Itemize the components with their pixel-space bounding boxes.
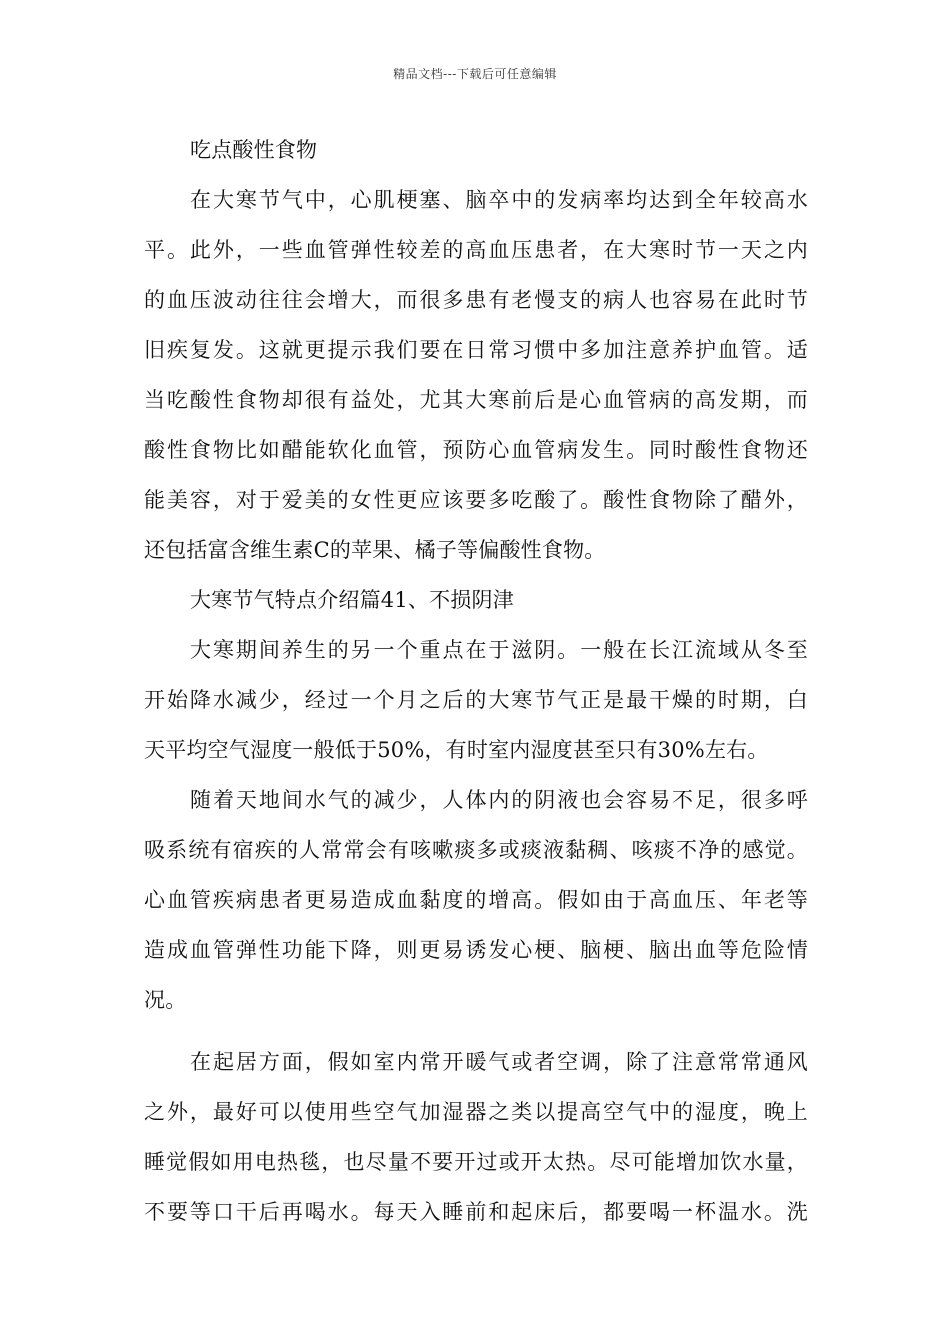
section-heading: 大寒节气特点介绍篇41、不损阴津 bbox=[190, 588, 514, 612]
document-body bbox=[144, 132, 808, 1244]
paragraph-line: 开始降水减少，经过一个月之后的大寒节气正是最干燥的时期，白 bbox=[144, 688, 808, 712]
paragraph-line: 当吃酸性食物却很有益处，尤其大寒前后是心血管病的高发期，而 bbox=[144, 388, 808, 412]
paragraph-gap bbox=[144, 1032, 808, 1044]
paragraph-line: 还包括富含维生素C的苹果、橘子等偏酸性食物。 bbox=[144, 538, 606, 562]
paragraph-line: 在大寒节气中，心肌梗塞、脑卒中的发病率均达到全年较高水 bbox=[190, 188, 808, 212]
paragraph-line: 随着天地间水气的减少，人体内的阴液也会容易不足，很多呼 bbox=[190, 788, 808, 812]
paragraph-line: 之外，最好可以使用些空气加湿器之类以提高空气中的湿度，晚上 bbox=[144, 1100, 808, 1124]
paragraph-line: 心血管疾病患者更易造成血黏度的增高。假如由于高血压、年老等 bbox=[144, 888, 808, 912]
paragraph-line: 平。此外，一些血管弹性较差的高血压患者，在大寒时节一天之内 bbox=[144, 238, 808, 262]
paragraph-line: 睡觉假如用电热毯，也尽量不要开过或开太热。尽可能增加饮水量， bbox=[144, 1150, 808, 1174]
paragraph-line: 大寒期间养生的另一个重点在于滋阴。一般在长江流域从冬至 bbox=[190, 638, 808, 662]
paragraph-line: 旧疾复发。这就更提示我们要在日常习惯中多加注意养护血管。适 bbox=[144, 338, 808, 362]
section-heading: 吃点酸性食物 bbox=[190, 138, 318, 162]
paragraph-line: 造成血管弹性功能下降，则更易诱发心梗、脑梗、脑出血等危险情 bbox=[144, 938, 808, 962]
paragraph-line: 酸性食物比如醋能软化血管，预防心血管病发生。同时酸性食物还 bbox=[144, 438, 808, 462]
page-header: 精品文档---下载后可任意编辑 bbox=[393, 67, 557, 81]
paragraph-line: 吸系统有宿疾的人常常会有咳嗽痰多或痰液黏稠、咳痰不净的感觉。 bbox=[144, 838, 808, 862]
paragraph-line: 天平均空气湿度一般低于50%，有时室内湿度甚至只有30%左右。 bbox=[144, 738, 769, 762]
paragraph-line: 能美容，对于爱美的女性更应该要多吃酸了。酸性食物除了醋外， bbox=[144, 488, 808, 512]
paragraph-line: 的血压波动往往会增大，而很多患有老慢支的病人也容易在此时节 bbox=[144, 288, 808, 312]
paragraph-line: 况。 bbox=[144, 988, 187, 1012]
paragraph-line: 不要等口干后再喝水。每天入睡前和起床后，都要喝一杯温水。洗 bbox=[144, 1200, 808, 1224]
paragraph-line: 在起居方面，假如室内常开暖气或者空调，除了注意常常通风 bbox=[190, 1050, 808, 1074]
